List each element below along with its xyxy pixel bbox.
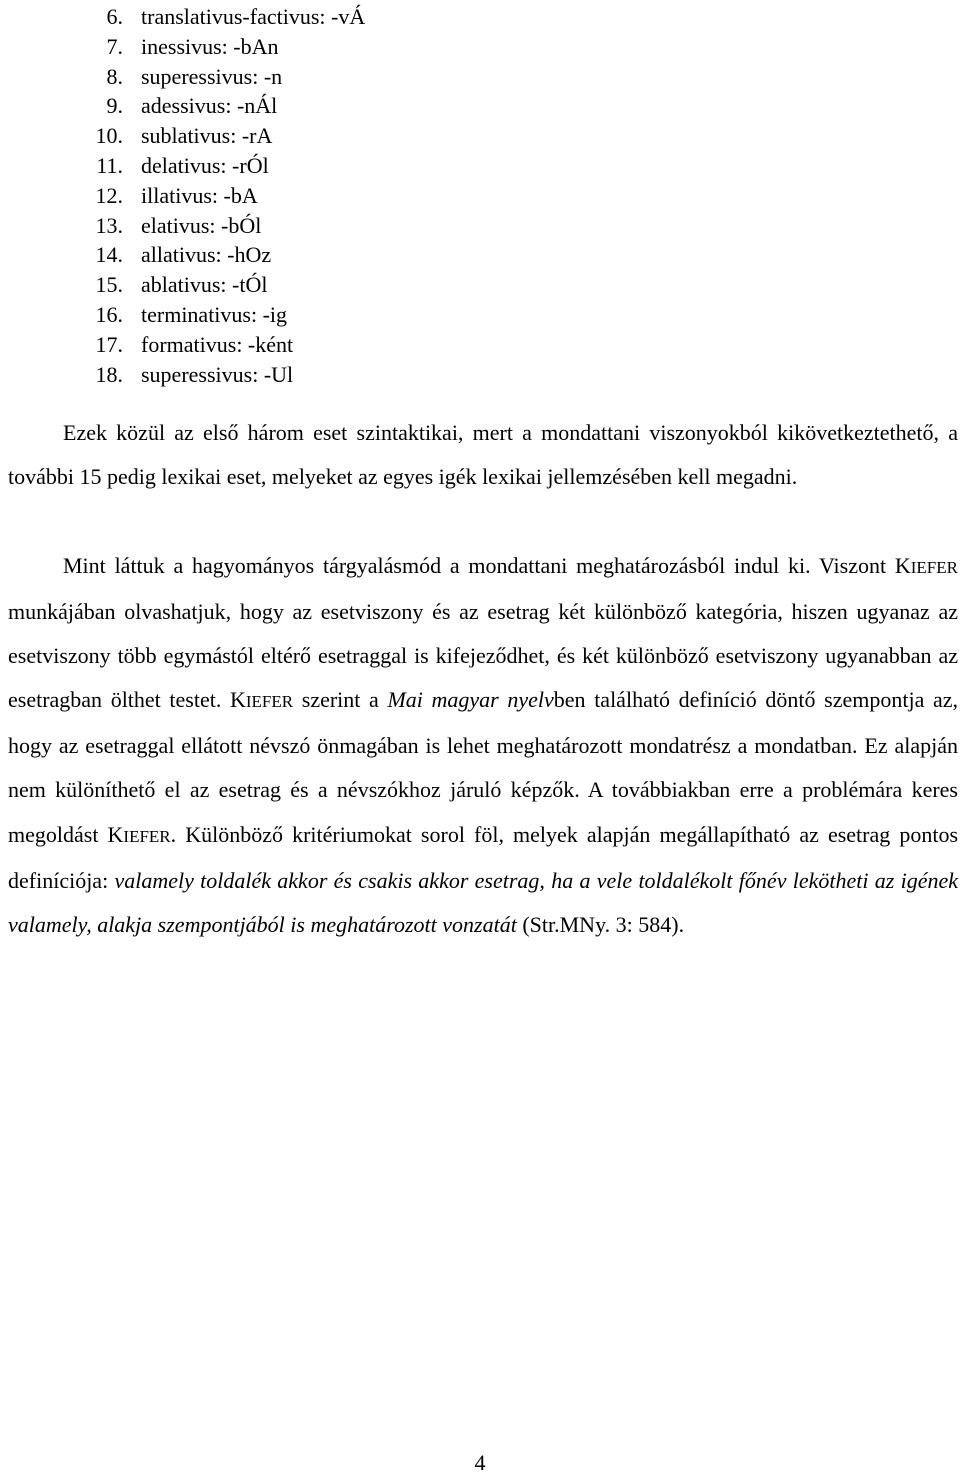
paragraph-text: Ezek közül az első három eset szintaktikai, mert a mondattani viszonyokból kikövetkeztethető, a további 15 pedig lexikai eset, melyeket az egyes igék lexikai jellemzésében kell megadni.	[8, 420, 958, 490]
list-item-number: 12.	[95, 182, 123, 208]
author-name	[108, 822, 171, 847]
list-item-number: 6.	[106, 4, 123, 29]
list-item-text: superessivus: -Ul	[141, 361, 294, 387]
list-item-text: elativus: -bÓl	[141, 212, 262, 238]
page-number: 4	[474, 1450, 486, 1475]
list-item-number: 9.	[106, 93, 123, 119]
list-item-number: 11.	[96, 152, 123, 178]
author-name-initial: K	[894, 553, 911, 578]
list-item-text: translativus-factivus: -vÁ	[141, 4, 366, 29]
list-item-text: sublativus: -rA	[141, 123, 273, 149]
book-title: Mai magyar nyelv	[387, 687, 554, 713]
definition-quote: valamely toldalék akkor és csakis akkor esetrag, ha a vele toldalékolt főnév lekötheti az igének valamely, alakja szempontjából is meghatározott vonzatát	[8, 867, 958, 937]
author-name	[895, 553, 958, 578]
list-item-number: 15.	[95, 272, 123, 298]
citation: (Str.MNy. 3: 584).	[516, 911, 685, 937]
author-name-rest: IEFER	[123, 826, 171, 846]
list-item-number: 10.	[95, 123, 123, 149]
list-item-number: 7.	[106, 33, 123, 59]
paragraph-text: Mint láttuk a hagyományos tárgyalásmód a mondattani meghatározásból indul ki. Viszont	[63, 553, 895, 578]
list-item-text: terminativus: -ig	[141, 301, 288, 327]
author-name	[230, 687, 293, 712]
list-item-text: illativus: -bA	[141, 182, 258, 208]
author-name-rest: IEFER	[245, 692, 294, 712]
list-item-text: formativus: -ként	[141, 331, 294, 357]
body-paragraph	[8, 544, 958, 947]
list-item-number: 8.	[106, 63, 123, 89]
list-item-text: adessivus: -nÁl	[141, 93, 278, 119]
paragraph-text: munkájában olvashatjuk, hogy az esetviszony és az esetrag két különböző kategória, hiszen ugyanaz az esetviszony több egymástól eltérő esetraggal is kifejeződhet, és két különböző esetviszony ugyanabban az esetragban ölthet testet.	[8, 599, 958, 713]
list-item-text: superessivus: -n	[141, 63, 283, 89]
list-item-text: ablativus: -tÓl	[141, 272, 268, 298]
paragraph-text: ben található definíció döntő szempontja az, hogy az esetraggal ellátott névszó önmagában is lehet meghatározott mondatrész a mondatban. Ez alapján nem különíthető el az esetrag és a névszókhoz járuló képzők. A továbbiakban erre a problémára keres megoldást	[8, 687, 959, 847]
list-item-number: 18.	[95, 361, 123, 387]
list-item-text: inessivus: -bAn	[141, 33, 279, 59]
list-item-number: 17.	[95, 331, 123, 357]
author-name-initial: K	[107, 821, 124, 847]
paragraph-text: . Különböző kritériumokat sorol föl, melyek alapján megállapítható az esetrag pontos definíciója:	[8, 821, 958, 893]
list-item-number: 14.	[95, 242, 123, 268]
author-name-rest: IEFER	[910, 558, 958, 577]
list-item-text: allativus: -hOz	[141, 242, 272, 268]
list-item-text: delativus: -rÓl	[141, 152, 269, 178]
list-item-number: 16.	[95, 301, 123, 327]
body-paragraph	[8, 411, 958, 499]
list-item-number: 13.	[95, 212, 123, 238]
paragraph-text: szerint a	[293, 687, 388, 713]
author-name-initial: K	[230, 687, 246, 713]
